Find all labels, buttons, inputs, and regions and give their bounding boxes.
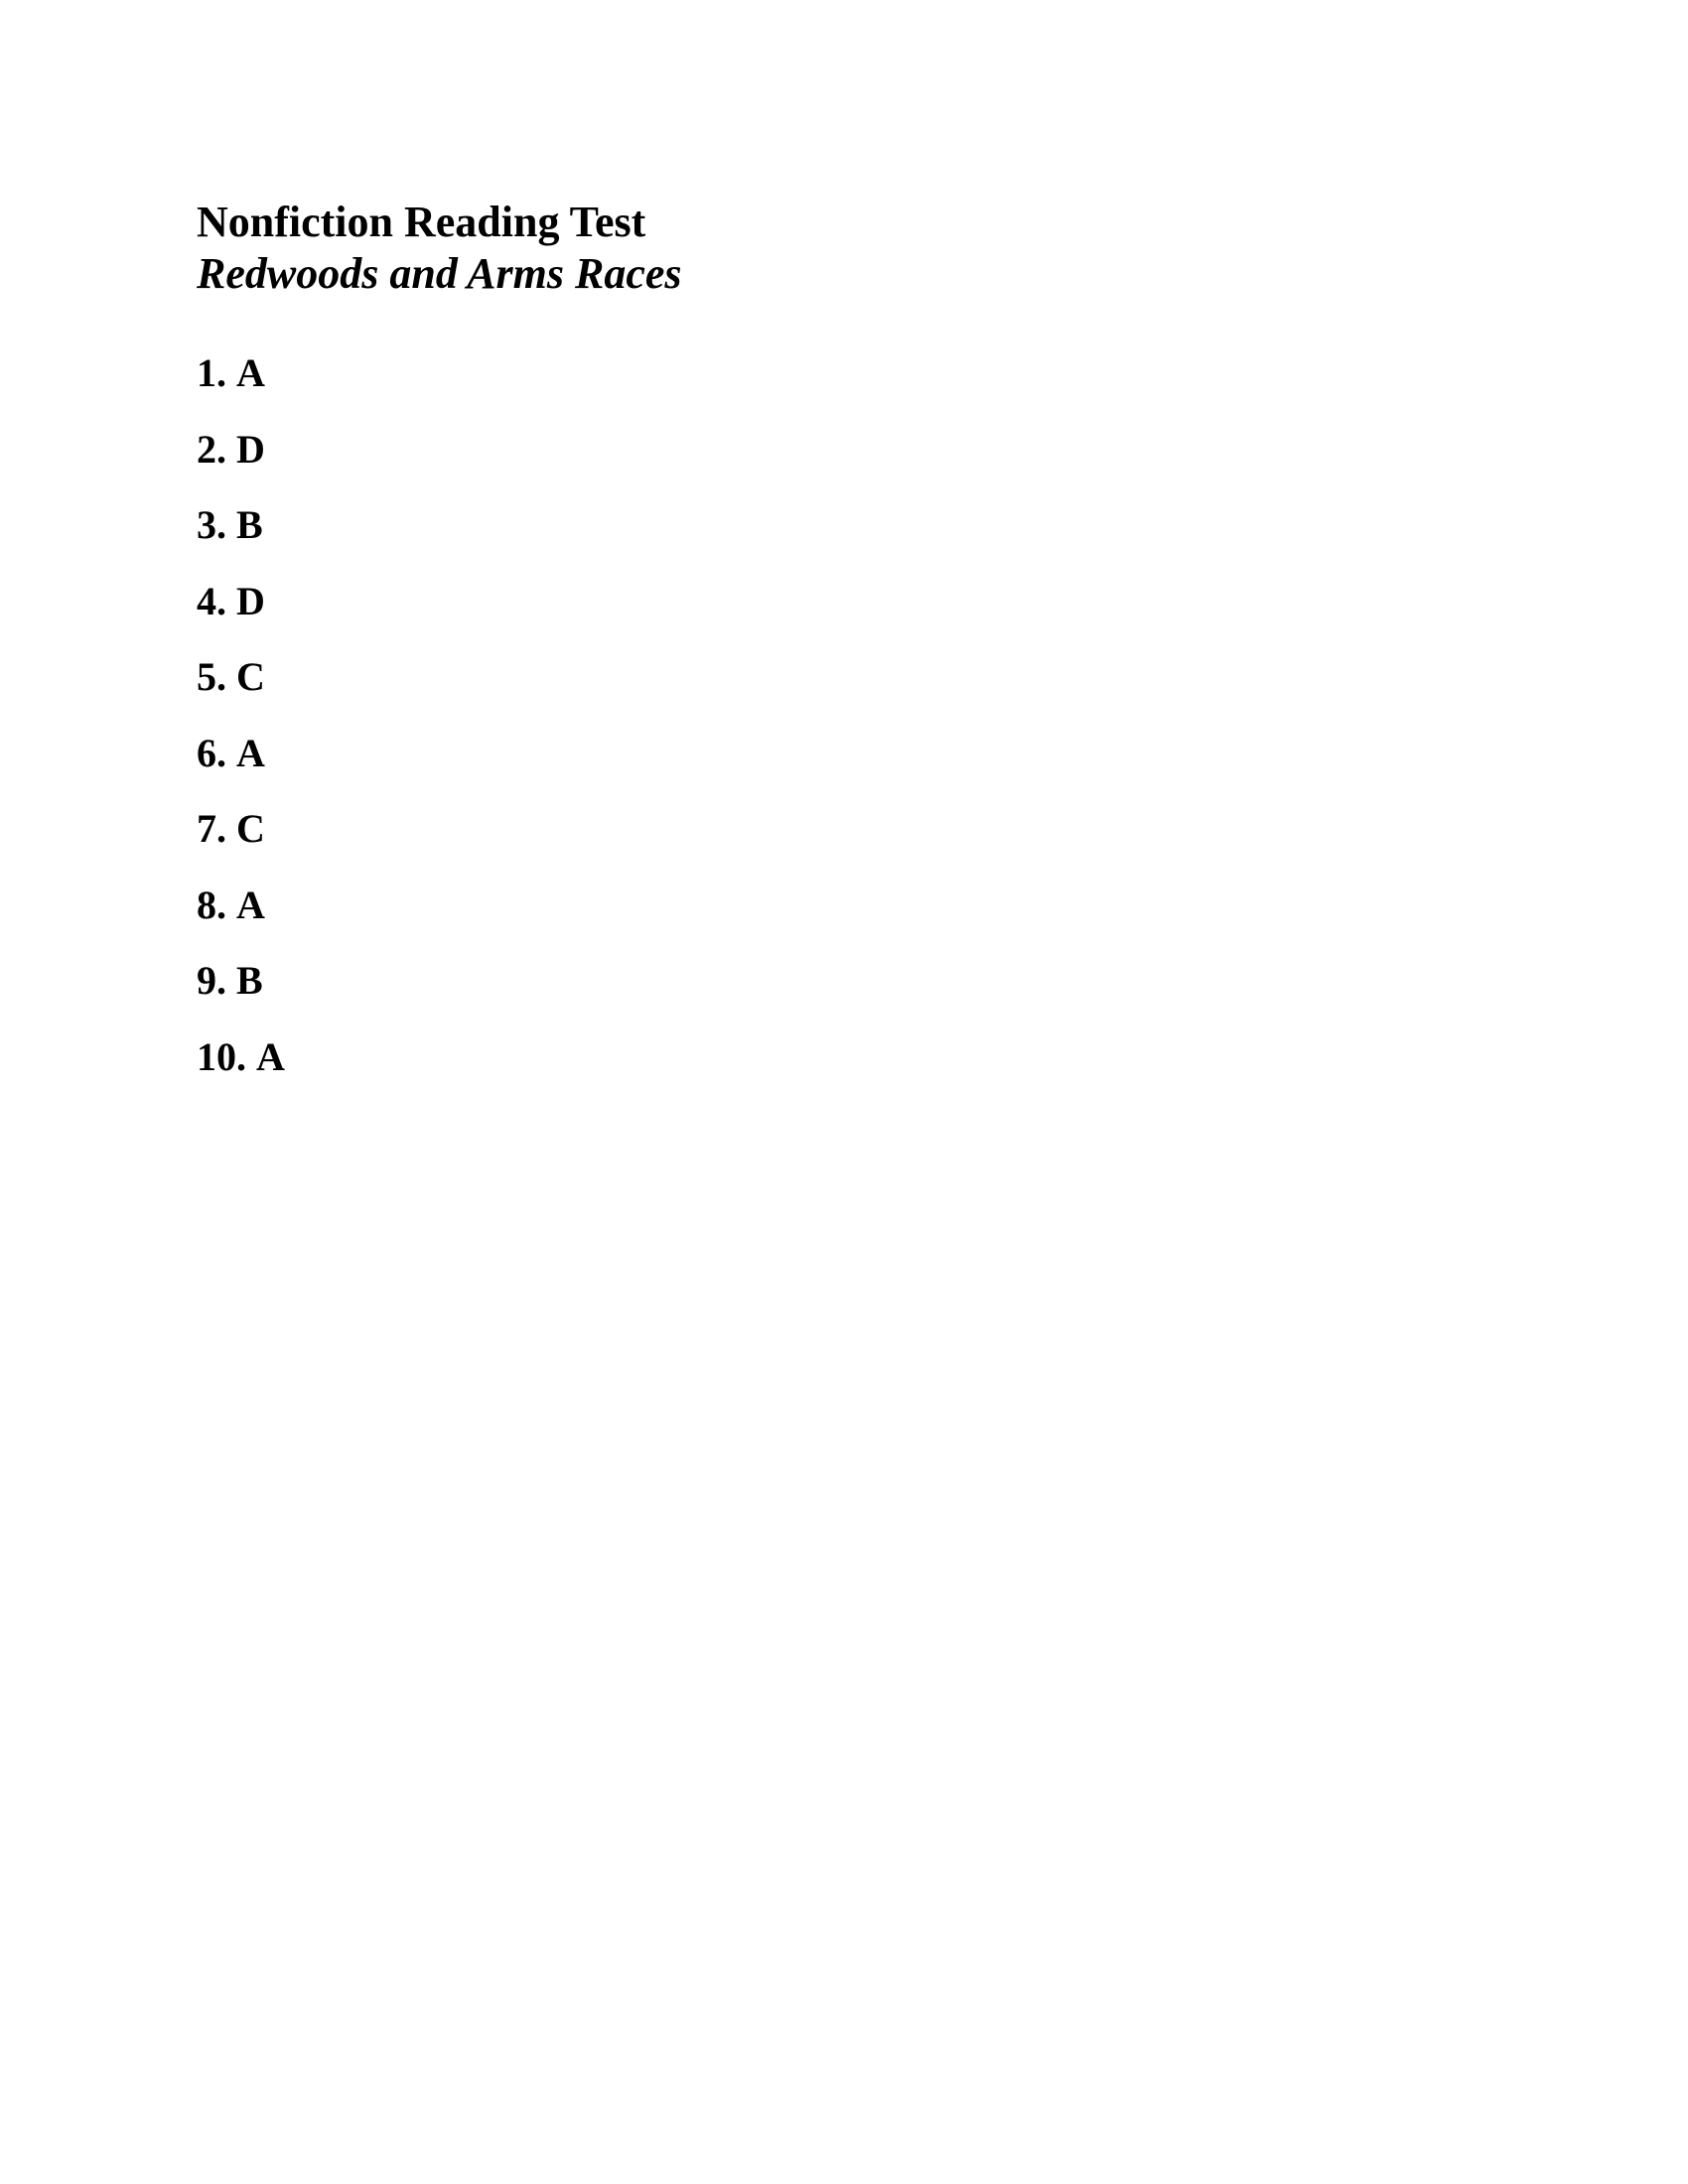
answer-letter: A (236, 350, 265, 395)
answer-letter: C (236, 806, 265, 851)
answer-letter: B (236, 958, 263, 1003)
page-subtitle: Redwoods and Arms Races (197, 249, 682, 298)
answer-letter: B (236, 502, 263, 547)
answer-list (197, 349, 285, 1109)
answer-letter: A (236, 882, 265, 927)
answer-item (197, 653, 285, 730)
answer-item (197, 805, 285, 882)
answer-item (197, 882, 285, 958)
answer-item (197, 501, 285, 578)
answer-letter: A (236, 730, 265, 775)
answer-item (197, 1033, 285, 1110)
question-number: 4. (197, 578, 226, 623)
answer-item (197, 730, 285, 806)
question-number: 8. (197, 882, 226, 927)
question-number: 10. (197, 1033, 246, 1079)
answer-item (197, 578, 285, 654)
question-number: 5. (197, 654, 226, 699)
question-number: 2. (197, 426, 226, 472)
answer-item (197, 426, 285, 502)
document-header (197, 197, 682, 300)
answer-letter: A (256, 1033, 285, 1079)
answer-item (197, 957, 285, 1033)
answer-item (197, 349, 285, 426)
page-title: Nonfiction Reading Test (197, 198, 646, 246)
question-number: 9. (197, 958, 226, 1003)
question-number: 1. (197, 350, 226, 395)
answer-letter: D (236, 426, 265, 472)
question-number: 6. (197, 730, 226, 775)
question-number: 7. (197, 806, 226, 851)
answer-letter: D (236, 578, 265, 623)
answer-letter: C (236, 654, 265, 699)
question-number: 3. (197, 502, 226, 547)
